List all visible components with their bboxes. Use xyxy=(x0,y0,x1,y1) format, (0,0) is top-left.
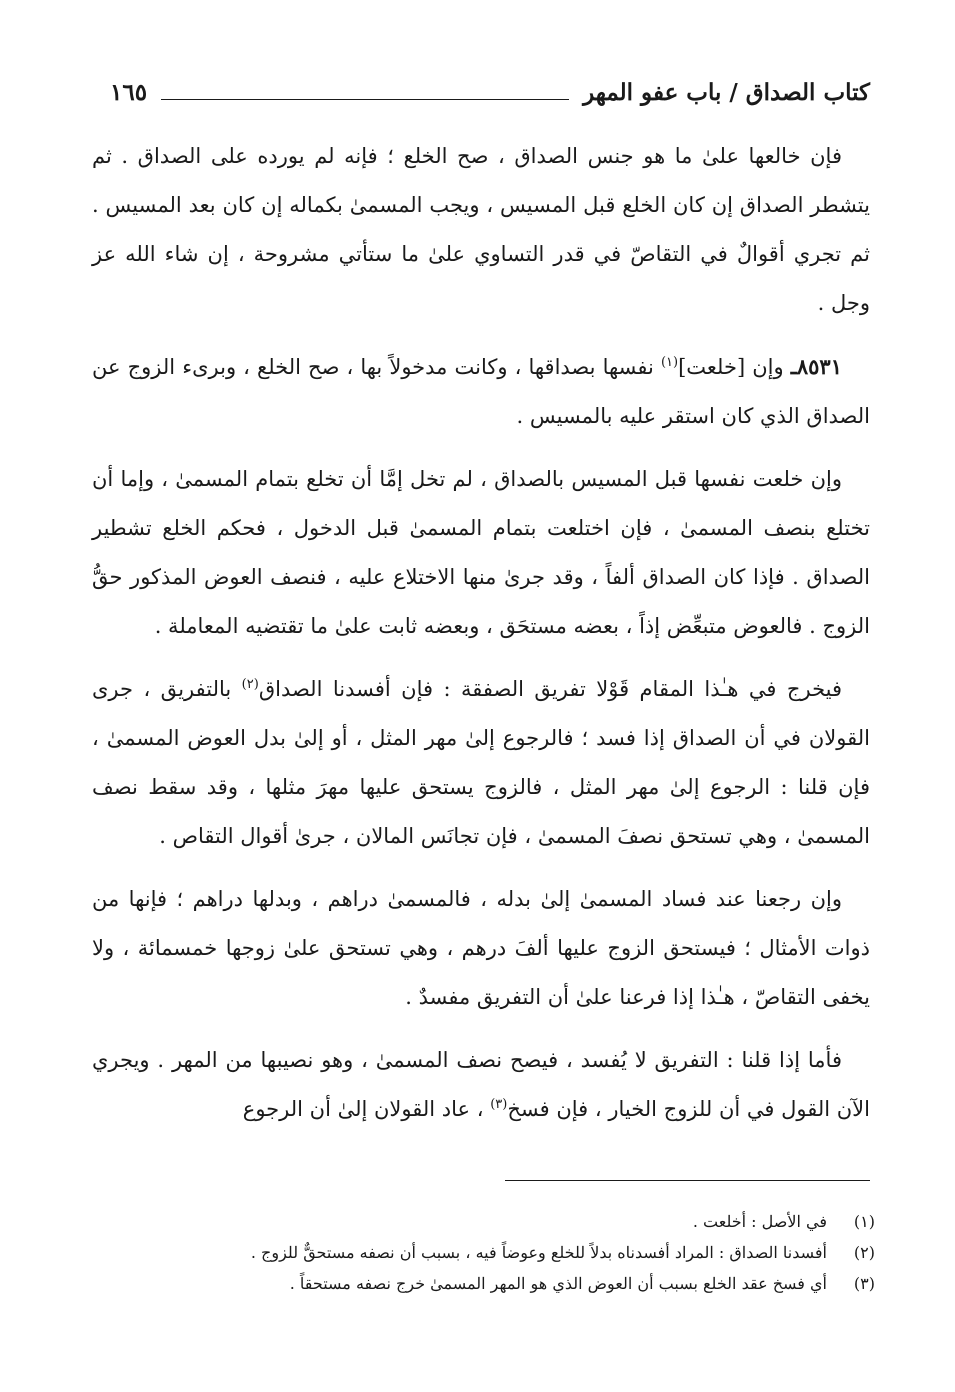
paragraph xyxy=(92,132,870,328)
page-number: ١٦٥ xyxy=(110,78,148,106)
paragraph-text: وإن [خلعت] xyxy=(678,355,791,379)
paragraph-text: بالتفريق ، جرى القولان في أن الصداق إذا فسد ؛ فالرجوع إلىٰ مهر المثل ، أو إلىٰ بدل العوض المسمىٰ ، فإن قلنا : الرجوع إلىٰ مهر المثل ، فالزوج يستحق عليها مهرَ مثلها ، وقد سقط نصف المسمىٰ ، وهي تستحق نصفَ المسمىٰ ، فإن تجانَس المالان ، جرىٰ أقوال التقاص . xyxy=(92,677,870,848)
footnote-number: (١) xyxy=(853,1212,875,1231)
paragraph-text: وإن خلعت نفسها قبل المسيس بالصداق ، لم تخل إمَّا أن تخلع بتمام المسمىٰ ، وإما أن تختلع بنصف المسمىٰ ، فإن اختلعت بتمام المسمىٰ قبل الدخول ، فحكم الخلع تشطير الصداق . فإذا كان الصداق ألفاً ، وقد جرىٰ منها الاختلاع عليه ، فنصف العوض المذكور حقُّ الزوج . فالعوض متبعِّض إذاً ، بعضه مستحَق ، وبعضه ثابت علىٰ ما تقتضيه المعاملة . xyxy=(92,467,870,638)
footnote-ref: (١) xyxy=(660,355,679,370)
paragraph-text: فإن خالعها علىٰ ما هو جنس الصداق ، صح الخلع ؛ فإنه لم يورده على الصداق . ثم يتشطر الصداق إن كان الخلع قبل المسيس ، ويجب المسمىٰ بكماله إن كان بعد المسيس . ثم تجري أقوالٌ في التقاصّ في قدر التساوي علىٰ ما ستأتي مشروحة ، إن شاء الله عز وجل . xyxy=(92,144,870,315)
main-text xyxy=(92,132,870,1148)
paragraph-text: ، عاد القولان إلىٰ أن الرجوع xyxy=(242,1097,491,1121)
footnote-separator xyxy=(505,1180,870,1181)
paragraph-text: وإن رجعنا عند فساد المسمىٰ إلىٰ بدله ، فالمسمىٰ دراهم ، وبدلها دراهم ؛ فإنها من ذوات الأمثال ؛ فيستحق الزوج عليها ألفَ درهم ، وهي تستحق علىٰ زوجها خمسمائة ، ولا يخفى التقاصّ ، هـٰذا إذا فرعنا علىٰ أن التفريق مفسدٌ . xyxy=(92,887,870,1009)
paragraph-text: فيخرج في هـٰذا المقام قَوْلا تفريق الصفقة : فإن أفسدنا الصداق xyxy=(258,677,842,701)
footnote-number: (٣) xyxy=(853,1274,875,1293)
header-rule xyxy=(161,99,569,100)
issue-number: ٨٥٣١ـ xyxy=(790,354,842,379)
paragraph xyxy=(92,455,870,651)
paragraph xyxy=(92,665,870,861)
footnote xyxy=(120,1268,875,1299)
footnotes xyxy=(120,1206,875,1299)
footnote-text: في الأصل : أخلعت . xyxy=(692,1212,827,1231)
paragraph xyxy=(92,342,870,441)
paragraph xyxy=(92,1036,870,1134)
footnote-ref: (٢) xyxy=(241,677,259,692)
footnote xyxy=(120,1237,875,1268)
footnote-ref: (٣) xyxy=(490,1097,508,1112)
running-header xyxy=(110,72,870,112)
footnote-text: أفسدنا الصداق : المراد أفسدناه بدلاً للخلع وعوضاً فيه ، بسبب أن نصفه مستحقٌّ للزوج . xyxy=(250,1243,827,1262)
footnote-text: أي فسخ عقد الخلع بسبب أن العوض الذي هو المهر المسمىٰ خرج نصفه مستحقاً . xyxy=(289,1274,827,1293)
footnote-number: (٢) xyxy=(853,1243,875,1262)
paragraph-text: فأما إذا قلنا : التفريق لا يُفسد ، فيصح نصف المسمىٰ ، وهو نصيبها من المهر . ويجري الآن القول في أن للزوج الخيار ، فإن فسخ xyxy=(92,1048,870,1121)
paragraph-text: نفسها بصداقها ، وكانت مدخولاً بها ، صح الخلع ، وبرىء الزوج عن الصداق الذي كان استقر عليه بالمسيس . xyxy=(92,355,870,428)
paragraph xyxy=(92,875,870,1022)
footnote xyxy=(120,1206,875,1237)
header-title: كتاب الصداق / باب عفو المهر xyxy=(583,78,870,106)
